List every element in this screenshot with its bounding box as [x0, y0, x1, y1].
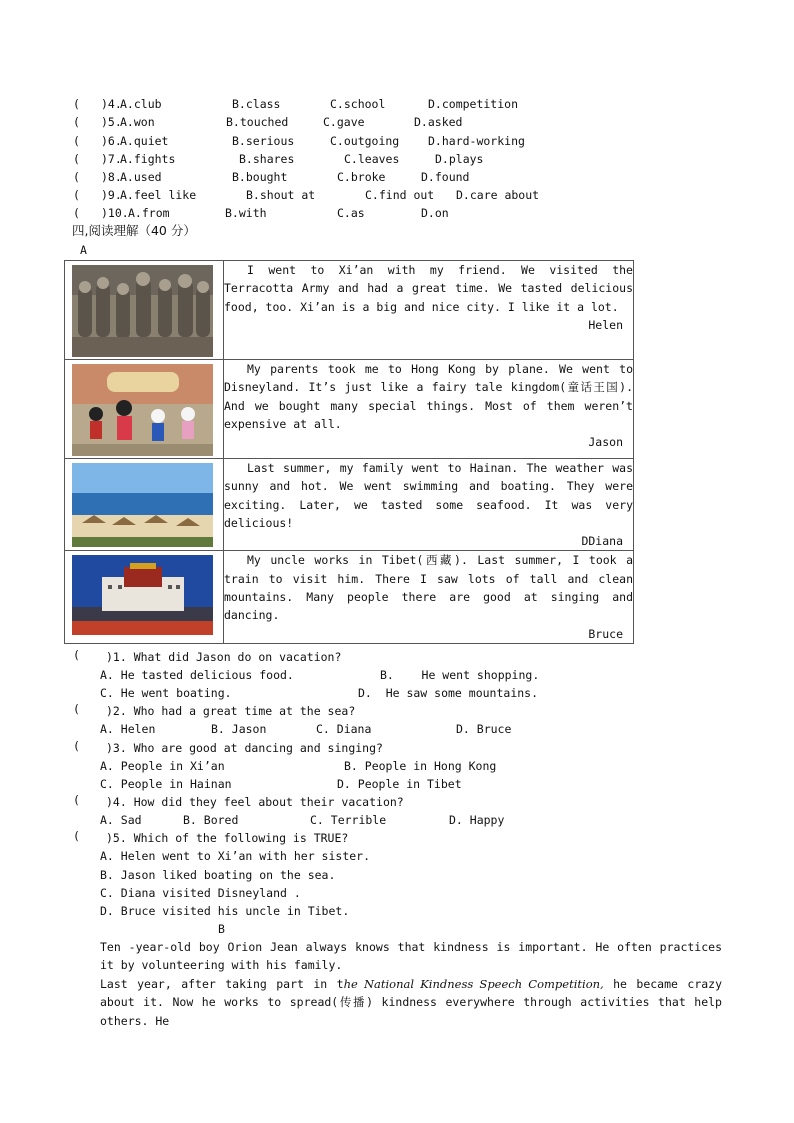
cloze-option-b[interactable]: B.touched: [226, 115, 289, 129]
paragraph-2-start: Last year, after taking part in t: [100, 977, 344, 991]
cloze-option-c[interactable]: C.gave: [323, 115, 365, 129]
q5-option-c[interactable]: C. Diana visited Disneyland .: [100, 886, 301, 900]
question-1-stem: )1. What did Jason do on vacation?: [106, 650, 342, 664]
answer-paren[interactable]: (: [73, 188, 80, 202]
q3-option-d[interactable]: D. People in Tibet: [337, 777, 462, 791]
answer-paren[interactable]: (: [73, 648, 80, 662]
cloze-number: )5.: [101, 115, 122, 129]
passage-jason: My parents took me to Hong Kong by plane. We went to Disneyland. It’s just like a fairy tale kingdom(童话王国). And we bought many special things. Most of them weren’t expensive at all.: [224, 362, 633, 431]
cloze-option-c[interactable]: C.leaves: [344, 152, 400, 166]
cloze-option-a[interactable]: A.quiet: [120, 134, 169, 148]
answer-paren[interactable]: (: [73, 152, 80, 166]
part-a-label: A: [80, 243, 87, 257]
cloze-option-b[interactable]: B.shout at: [246, 188, 316, 202]
picture-cell: [65, 261, 224, 360]
passage-diana: Last summer, my family went to Hainan. The weather was sunny and hot. We went swimming and boating. They were exciting. Later, we tasted some seafood. It was very delicious!: [224, 461, 633, 530]
cloze-option-c[interactable]: C.as: [337, 206, 365, 220]
signature-jason: Jason: [588, 435, 623, 450]
cloze-option-a[interactable]: A.club: [120, 97, 162, 111]
section-title: 四,阅读理解（40 分）: [72, 223, 196, 238]
answer-paren[interactable]: (: [73, 97, 80, 111]
signature-diana: DDiana: [581, 534, 623, 549]
cloze-option-a[interactable]: A.feel like: [120, 188, 197, 202]
answer-paren[interactable]: (: [73, 739, 80, 753]
cloze-number: )9.: [101, 188, 122, 202]
cloze-option-d[interactable]: D.care about: [456, 188, 540, 202]
cloze-number: )4.: [101, 97, 122, 111]
cloze-number: )6.: [101, 134, 122, 148]
cloze-option-d[interactable]: D.on: [421, 206, 449, 220]
q2-option-b[interactable]: B. Jason: [211, 722, 267, 736]
q4-option-d[interactable]: D. Happy: [449, 813, 505, 827]
question-2-stem: )2. Who had a great time at the sea?: [106, 704, 356, 718]
hainan-beach-photo: [72, 463, 213, 547]
signature-bruce: Bruce: [588, 626, 623, 641]
q4-option-c[interactable]: C. Terrible: [310, 813, 387, 827]
cloze-option-b[interactable]: B.shares: [239, 152, 295, 166]
answer-paren[interactable]: (: [73, 206, 80, 220]
cloze-option-d[interactable]: D.plays: [435, 152, 484, 166]
passage-helen: I went to Xi’an with my friend. We visited the Terracotta Army and had a great time. We tasted delicious food, too. Xi’an is a big and nice city. I like it a lot.: [224, 263, 633, 314]
signature-helen: Helen: [588, 317, 623, 332]
reading-table: [64, 260, 634, 644]
passage-cell: [224, 459, 634, 551]
q4-option-a[interactable]: A. Sad: [100, 813, 142, 827]
cloze-option-b[interactable]: B.with: [225, 206, 267, 220]
answer-paren[interactable]: (: [73, 134, 80, 148]
passage-bruce: My uncle works in Tibet(西藏). Last summer, I took a train to visit him. There I saw lots of tall and clean mountains. Many people there are good at singing and dancing.: [224, 553, 633, 623]
picture-cell: [65, 459, 224, 551]
cloze-option-b[interactable]: B.class: [232, 97, 281, 111]
passage-cell: [224, 360, 634, 459]
competition-name: he National Kindness Speech Competition,: [343, 977, 604, 991]
cloze-option-d[interactable]: D.competition: [428, 97, 519, 111]
potala-palace-photo: [72, 555, 213, 635]
picture-cell: [65, 360, 224, 459]
q4-option-b[interactable]: B. Bored: [183, 813, 239, 827]
cloze-option-b[interactable]: B.serious: [232, 134, 295, 148]
q2-option-c[interactable]: C. Diana: [316, 722, 372, 736]
cloze-number: )10.: [101, 206, 129, 220]
cloze-option-c[interactable]: C.find out: [365, 188, 435, 202]
answer-paren[interactable]: (: [73, 829, 80, 843]
part-b-paragraph-2: [100, 975, 722, 1030]
q1-option-d[interactable]: D. He saw some mountains.: [358, 686, 539, 700]
cloze-option-d[interactable]: D.found: [421, 170, 470, 184]
part-b-label: B: [218, 922, 225, 936]
cloze-option-a[interactable]: A.fights: [120, 152, 176, 166]
cloze-option-d[interactable]: D.hard-working: [428, 134, 525, 148]
q5-option-a[interactable]: A. Helen went to Xi’an with her sister.: [100, 849, 371, 863]
q1-option-b[interactable]: B. He went shopping.: [380, 668, 540, 682]
q3-option-c[interactable]: C. People in Hainan: [100, 777, 232, 791]
cloze-option-b[interactable]: B.bought: [232, 170, 288, 184]
cloze-option-c[interactable]: C.broke: [337, 170, 386, 184]
q2-option-a[interactable]: A. Helen: [100, 722, 156, 736]
q2-option-d[interactable]: D. Bruce: [456, 722, 512, 736]
paragraph-2-end: he became crazy about it. Now he works to spread(传播) kindness everywhere through activities that help others. He: [100, 977, 723, 1028]
answer-paren[interactable]: (: [73, 793, 80, 807]
part-b-paragraph-1: Ten -year-old boy Orion Jean always knows that kindness is important. He often practices it by volunteering with his family.: [100, 940, 722, 973]
q3-option-b[interactable]: B. People in Hong Kong: [344, 759, 497, 773]
terracotta-army-photo: [72, 265, 213, 357]
cloze-option-c[interactable]: C.school: [330, 97, 386, 111]
question-4-stem: )4. How did they feel about their vacation?: [106, 795, 404, 809]
cloze-number: )7.: [101, 152, 122, 166]
answer-paren[interactable]: (: [73, 170, 80, 184]
passage-cell: [224, 551, 634, 643]
passage-cell: [224, 261, 634, 360]
question-5-stem: )5. Which of the following is TRUE?: [106, 831, 349, 845]
disneyland-photo: [72, 364, 213, 456]
cloze-number: )8.: [101, 170, 122, 184]
q1-option-a[interactable]: A. He tasted delicious food.: [100, 668, 294, 682]
question-3-stem: )3. Who are good at dancing and singing?: [106, 741, 383, 755]
cloze-option-d[interactable]: D.asked: [414, 115, 463, 129]
cloze-option-a[interactable]: A.won: [120, 115, 155, 129]
answer-paren[interactable]: (: [73, 115, 80, 129]
picture-cell: [65, 551, 224, 643]
q3-option-a[interactable]: A. People in Xi’an: [100, 759, 225, 773]
cloze-option-a[interactable]: A.from: [128, 206, 170, 220]
cloze-option-a[interactable]: A.used: [120, 170, 162, 184]
q5-option-d[interactable]: D. Bruce visited his uncle in Tibet.: [100, 904, 350, 918]
q5-option-b[interactable]: B. Jason liked boating on the sea.: [100, 868, 336, 882]
q1-option-c[interactable]: C. He went boating.: [100, 686, 232, 700]
answer-paren[interactable]: (: [73, 702, 80, 716]
cloze-option-c[interactable]: C.outgoing: [330, 134, 400, 148]
